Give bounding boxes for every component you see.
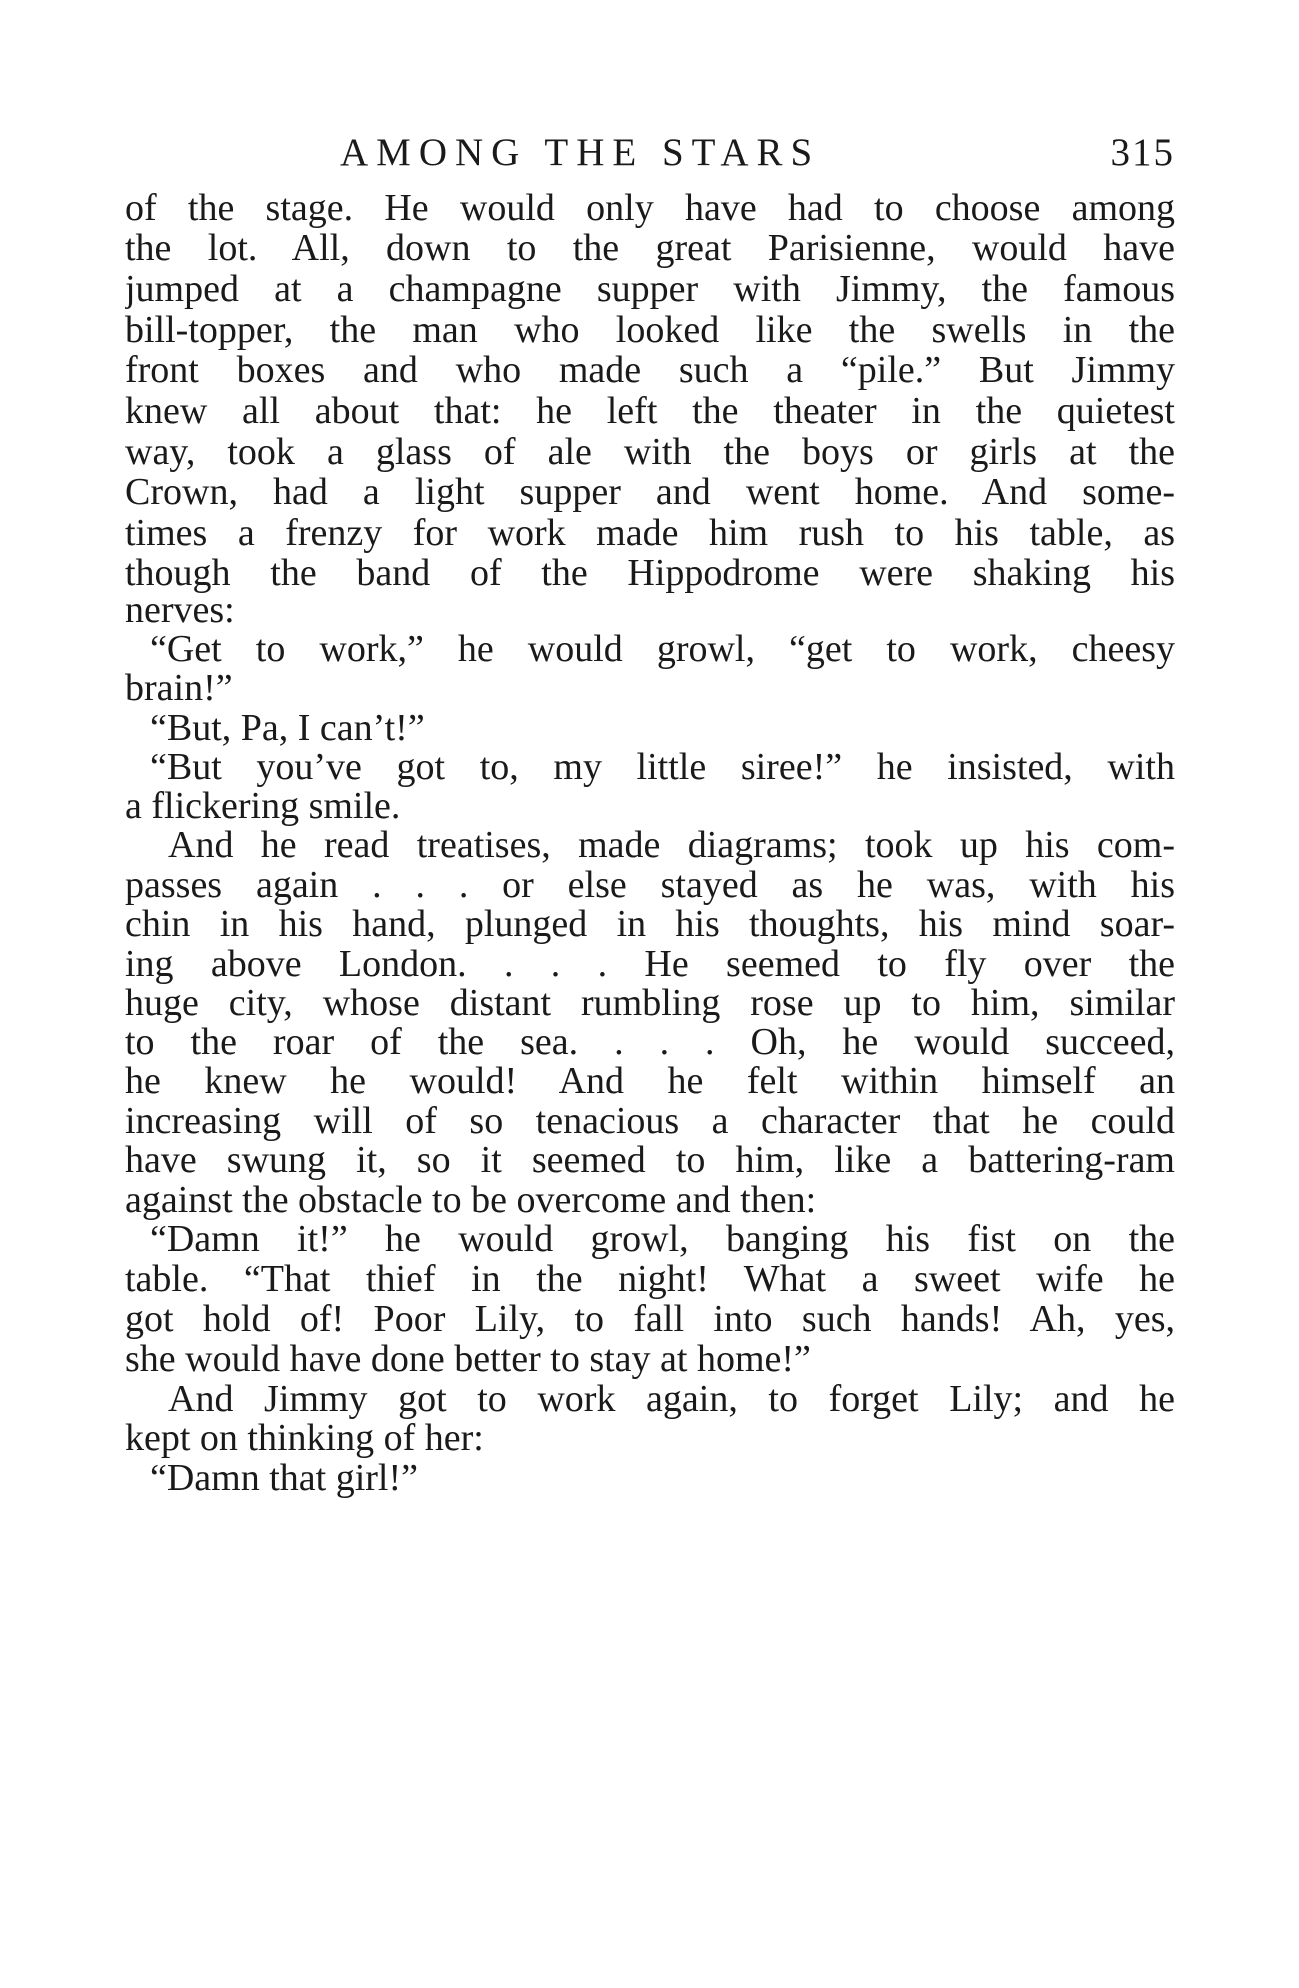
text-line: brain!” (125, 667, 233, 709)
page-number: 315 (1110, 131, 1175, 174)
text-line: ing above London. . . . He seemed to fly over the (125, 943, 1175, 985)
text-line: a flickering smile. (125, 785, 401, 827)
text-line: got hold of! Poor Lily, to fall into such hands! Ah, yes, (125, 1298, 1175, 1340)
text-line: times a frenzy for work made him rush to his table, as (125, 512, 1175, 554)
text-line: “Get to work,” he would growl, “get to work, cheesy (150, 628, 1175, 670)
text-line: nerves: (125, 589, 235, 631)
text-line: “But you’ve got to, my little siree!” he insisted, with (150, 746, 1175, 788)
text-line: bill-topper, the man who looked like the swells in the (125, 309, 1175, 351)
text-line: “Damn it!” he would growl, banging his fist on the (150, 1218, 1175, 1260)
text-line: chin in his hand, plunged in his thoughts, his mind soar- (125, 903, 1175, 945)
text-line: front boxes and who made such a “pile.” But Jimmy (125, 349, 1175, 391)
text-line: of the stage. He would only have had to choose among (125, 187, 1175, 229)
text-line: And Jimmy got to work again, to forget Lily; and he (168, 1378, 1175, 1420)
text-line: way, took a glass of ale with the boys or girls at the (125, 431, 1175, 473)
text-line: though the band of the Hippodrome were shaking his (125, 552, 1175, 594)
text-line: And he read treatises, made diagrams; took up his com- (168, 824, 1175, 866)
text-line: passes again . . . or else stayed as he was, with his (125, 864, 1175, 906)
text-line: increasing will of so tenacious a character that he could (125, 1100, 1175, 1142)
text-line: knew all about that: he left the theater in the quietest (125, 390, 1175, 432)
text-line: against the obstacle to be overcome and then: (125, 1179, 817, 1221)
text-line: he knew he would! And he felt within himself an (125, 1060, 1175, 1102)
text-line: the lot. All, down to the great Parisienne, would have (125, 227, 1175, 269)
text-line: to the roar of the sea. . . . Oh, he would succeed, (125, 1021, 1175, 1063)
text-line: “Damn that girl!” (150, 1457, 419, 1499)
text-line: she would have done better to stay at home!” (125, 1338, 811, 1380)
text-line: jumped at a champagne supper with Jimmy, the famous (125, 268, 1175, 310)
text-line: have swung it, so it seemed to him, like a battering-ram (125, 1139, 1175, 1181)
page-header (125, 128, 1175, 178)
text-line: “But, Pa, I can’t!” (150, 707, 425, 749)
text-line: kept on thinking of her: (125, 1417, 484, 1459)
text-line: table. “That thief in the night! What a sweet wife he (125, 1258, 1175, 1300)
text-line: Crown, had a light supper and went home. And some- (125, 471, 1175, 513)
running-title: AMONG THE STARS (340, 131, 821, 174)
text-line: huge city, whose distant rumbling rose up to him, similar (125, 982, 1175, 1024)
